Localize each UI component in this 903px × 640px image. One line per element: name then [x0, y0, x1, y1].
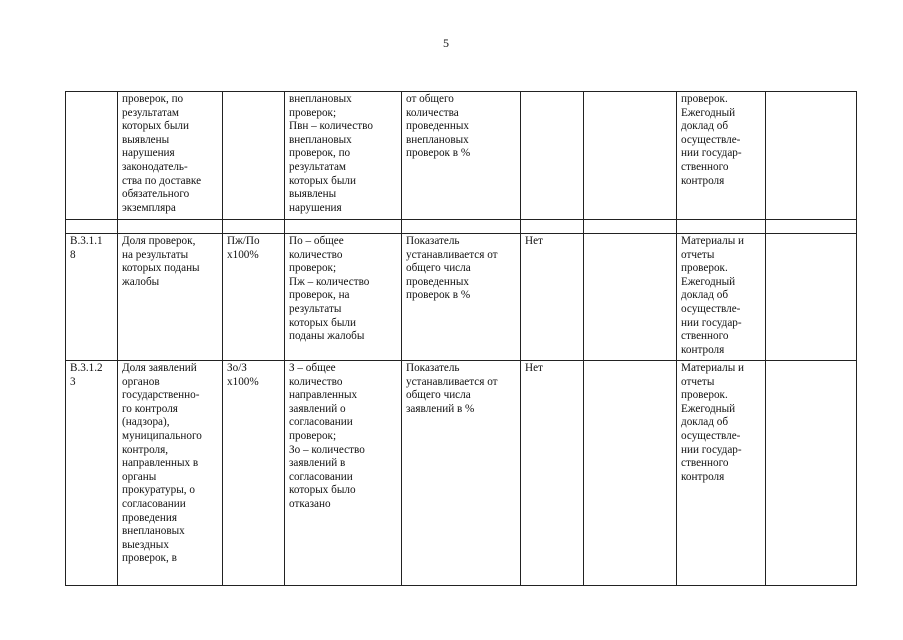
table-cell-empty [766, 234, 857, 361]
table-cell-method: Показатель устанавливается от общего числа заявлений в % [402, 361, 521, 586]
table-cell-indicator: проверок, по результатам которых были выявлены нарушения законодатель- ства по доставке обязательного экземпляра [118, 92, 223, 220]
table-cell-indicator: Доля заявлений органов государственно- го контроля (надзора), муниципального контроля, направленных в органы прокуратуры, о согласовании проведения внеплановых выездных проверок, в [118, 361, 223, 586]
table-cell-method: от общего количества проведенных внеплановых проверок в % [402, 92, 521, 220]
table-cell-source: проверок. Ежегодный доклад об осуществле- нии государ- ственного контроля [677, 92, 766, 220]
indicator-table [65, 91, 857, 586]
table-row [66, 92, 857, 220]
table-cell-code: В.3.1.2 3 [66, 361, 118, 586]
table-cell-code [66, 92, 118, 220]
spacer-cell [223, 220, 285, 234]
spacer-cell [521, 220, 584, 234]
table-cell-empty [766, 361, 857, 586]
spacer-cell [677, 220, 766, 234]
table-cell-formula: Зо/З х100% [223, 361, 285, 586]
table-row [66, 361, 857, 586]
page-number: 5 [443, 36, 449, 50]
spacer-cell [766, 220, 857, 234]
table-cell-definitions: З – общее количество направленных заявлений о согласовании проверок; Зо – количество заявлений в согласовании которых было отказано [285, 361, 402, 586]
table-cell-target: Нет [521, 361, 584, 586]
table-cell-formula: Пж/По х100% [223, 234, 285, 361]
table-cell-empty [584, 361, 677, 586]
table-cell-target [521, 92, 584, 220]
table-cell-code: В.3.1.1 8 [66, 234, 118, 361]
spacer-cell [402, 220, 521, 234]
table-cell-source: Материалы и отчеты проверок. Ежегодный доклад об осуществле- нии государ- ственного контроля [677, 361, 766, 586]
table-cell-empty [766, 92, 857, 220]
table-cell-empty [584, 92, 677, 220]
spacer-cell [66, 220, 118, 234]
spacer-cell [285, 220, 402, 234]
table-cell-method: Показатель устанавливается от общего числа проведенных проверок в % [402, 234, 521, 361]
table-row [66, 234, 857, 361]
table-cell-indicator: Доля проверок, на результаты которых поданы жалобы [118, 234, 223, 361]
table-cell-empty [584, 234, 677, 361]
spacer-cell [118, 220, 223, 234]
table-cell-formula [223, 92, 285, 220]
table-spacer-row [66, 220, 857, 234]
table-cell-definitions: внеплановых проверок; Пвн – количество внеплановых проверок, по результатам которых были выявлены нарушения [285, 92, 402, 220]
table-cell-source: Материалы и отчеты проверок. Ежегодный доклад об осуществле- нии государ- ственного контроля [677, 234, 766, 361]
table-cell-definitions: По – общее количество проверок; Пж – количество проверок, на результаты которых были поданы жалобы [285, 234, 402, 361]
table-cell-target: Нет [521, 234, 584, 361]
spacer-cell [584, 220, 677, 234]
